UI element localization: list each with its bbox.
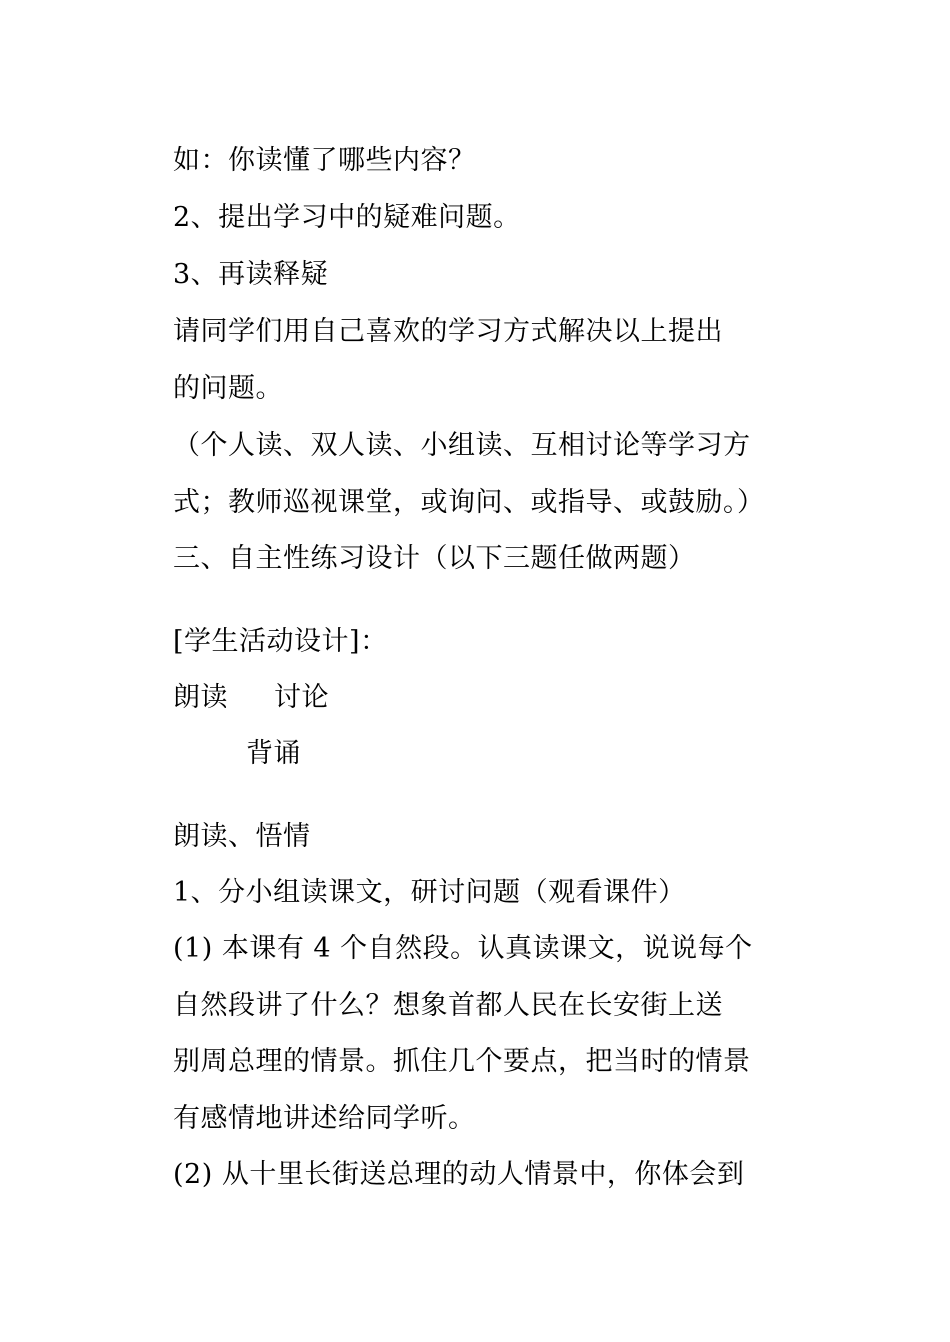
text-line: 别周总理的情景。抓住几个要点，把当时的情景 (173, 1046, 751, 1077)
text-line: 自然段讲了什么？想象首都人民在长安街上送 (173, 990, 723, 1021)
subsection-heading: 朗读、悟情 (173, 821, 311, 852)
section-heading: 三、自主性练习设计（以下三题任做两题） (173, 543, 696, 574)
activity-heading: [学生活动设计]： (173, 626, 388, 657)
text-line: 请同学们用自己喜欢的学习方式解决以上提出 (173, 316, 723, 347)
activity-item-recite: 背诵 (246, 738, 301, 769)
activity-row (173, 681, 329, 715)
text-line: (2) 从十里长街送总理的动人情景中，你体会到 (173, 1159, 745, 1190)
text-line: (1) 本课有 4 个自然段。认真读课文，说说每个 (173, 933, 753, 964)
text-line: 2、提出学习中的疑难问题。 (173, 202, 521, 233)
text-line: 式；教师巡视课堂，或询问、或指导、或鼓励。） (173, 487, 765, 518)
text-line: （个人读、双人读、小组读、互相讨论等学习方 (173, 430, 751, 461)
text-line: 1、分小组读课文，研讨问题（观看课件） (173, 877, 686, 908)
text-line: 的问题。 (173, 373, 283, 404)
text-line: 如：你读懂了哪些内容？ (173, 145, 476, 176)
activity-item-read-aloud: 朗读 (173, 682, 228, 713)
activity-item-discuss: 讨论 (274, 682, 329, 713)
text-line: 有感情地讲述给同学听。 (173, 1103, 476, 1134)
text-line: 3、再读释疑 (173, 259, 329, 290)
